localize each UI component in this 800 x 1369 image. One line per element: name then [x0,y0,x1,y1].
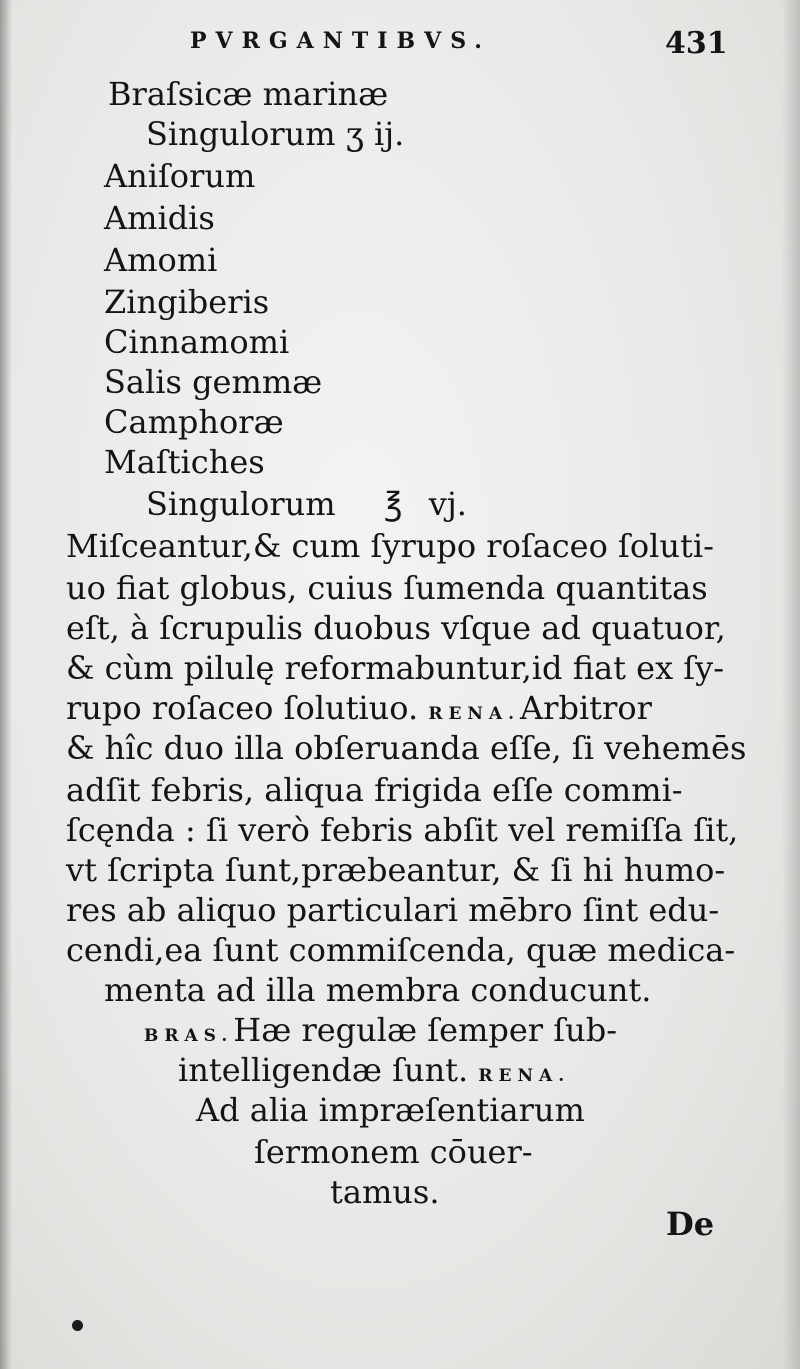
ingredient-5: Cinnamomi [104,323,290,361]
closing-line-3: tamus. [330,1173,440,1211]
text-line-5: rupo roſaceo ſolutiuo. RENA.Arbitror [66,689,652,727]
running-title: PVRGANTIBVS. [190,28,491,54]
text-line-11: cendi,ea ſunt commiſcenda, quæ medica- [66,931,736,969]
text-line-12: menta ad illa membra conducunt. [104,971,652,1009]
text-line-bras: BRAS.Hæ regulæ ſemper ſub- [144,1011,618,1049]
text-line-intelligendae: intelligendæ ſunt. RENA. [178,1051,571,1089]
dose-label: Singulorum [146,485,336,523]
ingredient-2: Amidis [104,199,215,237]
catchword: De [666,1205,715,1243]
text-line-1: Miſceantur,& cum ſyrupo roſaceo ſoluti- [66,527,714,565]
ingredient-8: Maſtiches [104,443,265,481]
speaker-bras: BRAS. [144,1026,234,1046]
speaker-rena-2: RENA. [478,1066,571,1086]
ingredient-1: Aniſorum [104,157,256,195]
text-line-4: & cùm pilulę reformabuntur,id fiat ex ſy- [66,649,725,687]
ink-spot [72,1320,83,1331]
text-line-6: & hîc duo illa obſeruanda eſſe, ſi vehemēs [66,729,747,767]
text-line-10: res ab aliquo particulari mēbro ſint edu- [66,891,720,929]
ingredient-3: Amomi [104,241,218,279]
dose-line [146,484,467,524]
page-edge [782,0,800,1369]
ingredient-7: Camphoræ [104,403,284,441]
closing-line-1: Ad alia impræſentiarum [196,1091,585,1129]
recipe-line-2: Singulorum ʒ ij. [146,115,405,153]
ingredient-6: Salis gemmæ [104,363,323,401]
text-line-3: eſt, à ſcrupulis duobus vſque ad quatuor, [66,609,726,647]
page-number: 431 [665,26,728,61]
ounce-symbol: ℥ [383,485,403,523]
recipe-line-1: Braſsicæ marinæ [108,75,389,113]
dose-amount: vj. [428,485,467,523]
gutter-shadow [0,0,12,1369]
text-line-2: uo fiat globus, cuius ſumenda quantitas [66,569,708,607]
closing-line-2: ſermonem cōuer- [254,1133,533,1171]
ingredient-4: Zingiberis [104,283,270,321]
speaker-rena: RENA. [428,704,521,724]
text-line-7: adſit febris, aliqua frigida eſſe commi- [66,771,683,809]
text-line-9: vt ſcripta ſunt,præbeantur, & ſi hi humo- [66,851,726,889]
text-line-8: ſcęnda : ſi verò febris abſit vel remiſſa ſit, [66,811,739,849]
